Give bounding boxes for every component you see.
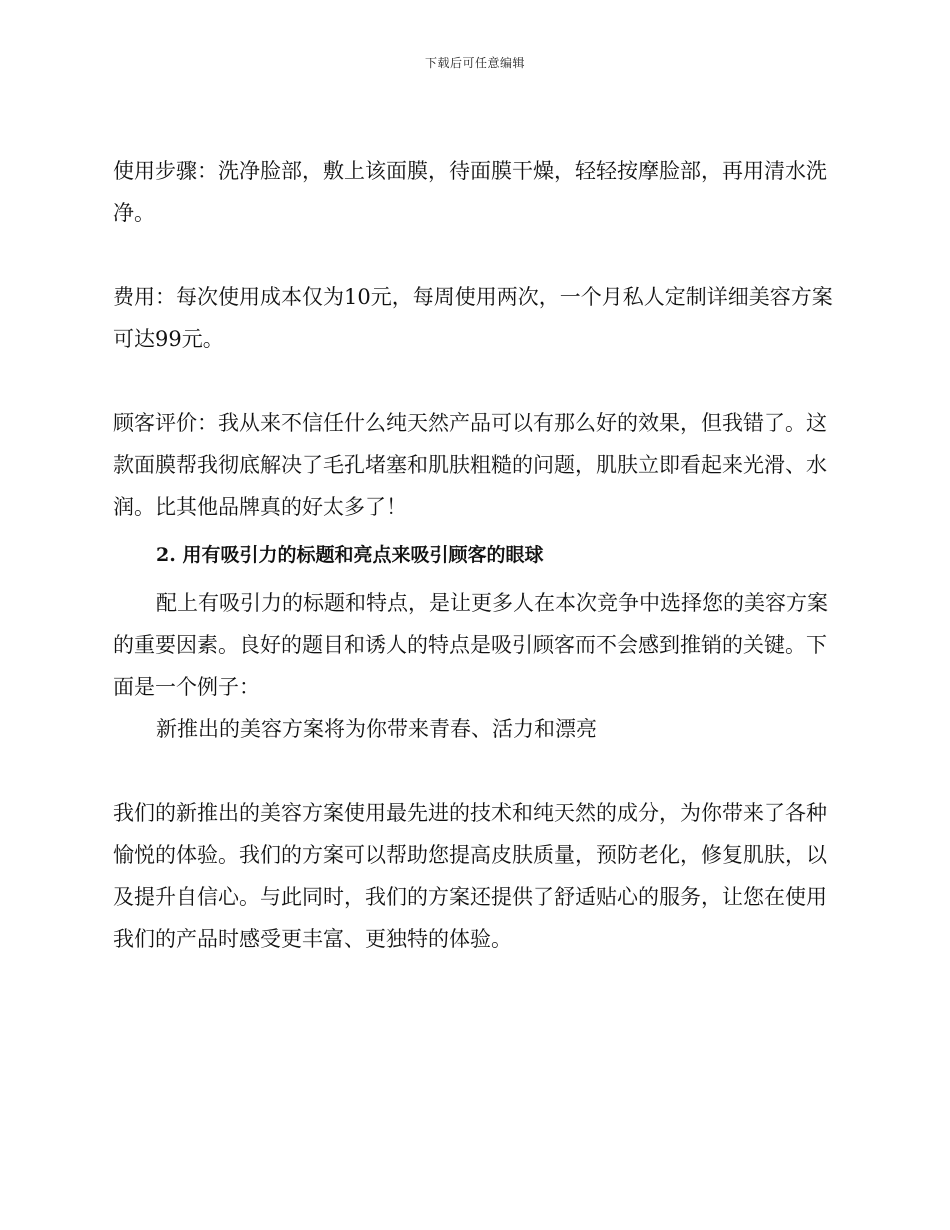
spacer <box>113 234 838 276</box>
document-body <box>113 150 838 960</box>
attraction-paragraph: 配上有吸引力的标题和特点，是让更多人在本次竞争中选择您的美容方案的重要因素。良好的题目和诱人的特点是吸引顾客而不会感到推销的关键。下面是一个例子： <box>113 591 828 699</box>
spacer <box>113 750 838 792</box>
section-heading: 2. 用有吸引力的标题和亮点来吸引顾客的眼球 <box>156 544 544 566</box>
example-body-paragraph: 我们的新推出的美容方案使用最先进的技术和纯天然的成分，为你带来了各种愉悦的体验。我们的方案可以帮助您提高皮肤质量，预防老化，修复肌肤，以及提升自信心。与此同时，我们的方案还提供了舒适贴心的服务，让您在使用我们的产品时感受更丰富、更独特的体验。 <box>113 801 827 951</box>
example-title: 新推出的美容方案将为你带来青春、活力和漂亮 <box>156 717 597 741</box>
usage-steps-paragraph: 使用步骤：洗净脸部，敷上该面膜，待面膜干燥，轻轻按摩脸部，再用清水洗净。 <box>113 159 827 225</box>
cost-paragraph: 费用：每次使用成本仅为10元，每周使用两次，一个月私人定制详细美容方案可达99元。 <box>113 285 833 351</box>
customer-review-paragraph: 顾客评价：我从来不信任什么纯天然产品可以有那么好的效果，但我错了。这款面膜帮我彻底解决了毛孔堵塞和肌肤粗糙的问题，肌肤立即看起来光滑、水润。比其他品牌真的好太多了！ <box>113 411 827 519</box>
page-header: 下载后可任意编辑 <box>424 56 525 70</box>
spacer <box>113 360 838 402</box>
